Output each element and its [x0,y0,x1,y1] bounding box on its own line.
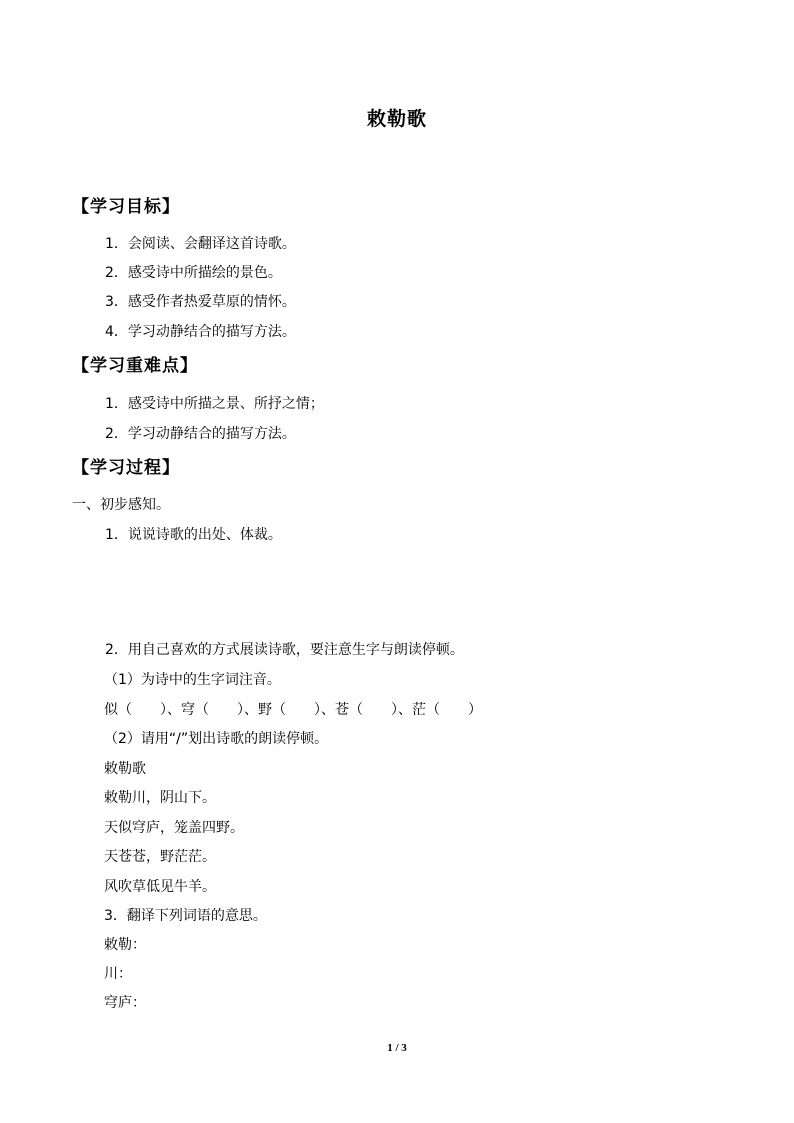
question-2-sub-1: （1）为诗中的生字词注音。 [104,672,281,688]
poem-line: 风吹草低见牛羊。 [104,879,216,895]
section-heading-process: 【学习过程】 [72,458,180,478]
goal-item: 1．会阅读、会翻译这首诗歌。 [105,236,296,252]
section-heading-goals: 【学习目标】 [72,197,180,217]
question-2: 2．用自己喜欢的方式展读诗歌，要注意生字与朗读停顿。 [105,642,464,658]
document-title: 敕勒歌 [366,108,427,130]
poem-line: 敕勒川，阴山下。 [104,790,216,806]
goal-item: 4．学习动静结合的描写方法。 [105,324,296,340]
goal-item: 2．感受诗中所描绘的景色。 [105,265,282,281]
goal-item: 3．感受作者热爱草原的情怀。 [105,294,296,310]
term-item: 敕勒： [104,937,146,953]
page-number: 1 / 3 [387,1042,407,1054]
question-3: 3．翻译下列词语的意思。 [104,908,267,924]
poem-line: 天苍苍，野茫茫。 [104,849,216,865]
term-item: 穹庐： [104,995,146,1011]
process-part-heading: 一、初步感知。 [72,497,170,513]
question-2-sub-2: （2）请用“/”划出诗歌的朗读停顿。 [104,731,329,747]
key-point-item: 1．感受诗中所描之景、所抒之情； [105,396,324,412]
poem-line: 天似穹庐，笼盖四野。 [104,820,244,836]
section-heading-key-points: 【学习重难点】 [72,356,198,376]
poem-title: 敕勒歌 [104,761,146,777]
question-1: 1．说说诗歌的出处、体裁。 [105,527,282,543]
key-point-item: 2．学习动静结合的描写方法。 [105,426,296,442]
term-item: 川： [104,966,132,982]
pinyin-fill-line: 似（ ）、穹（ ）、野（ ）、苍（ ）、茫（ ） [104,702,482,718]
